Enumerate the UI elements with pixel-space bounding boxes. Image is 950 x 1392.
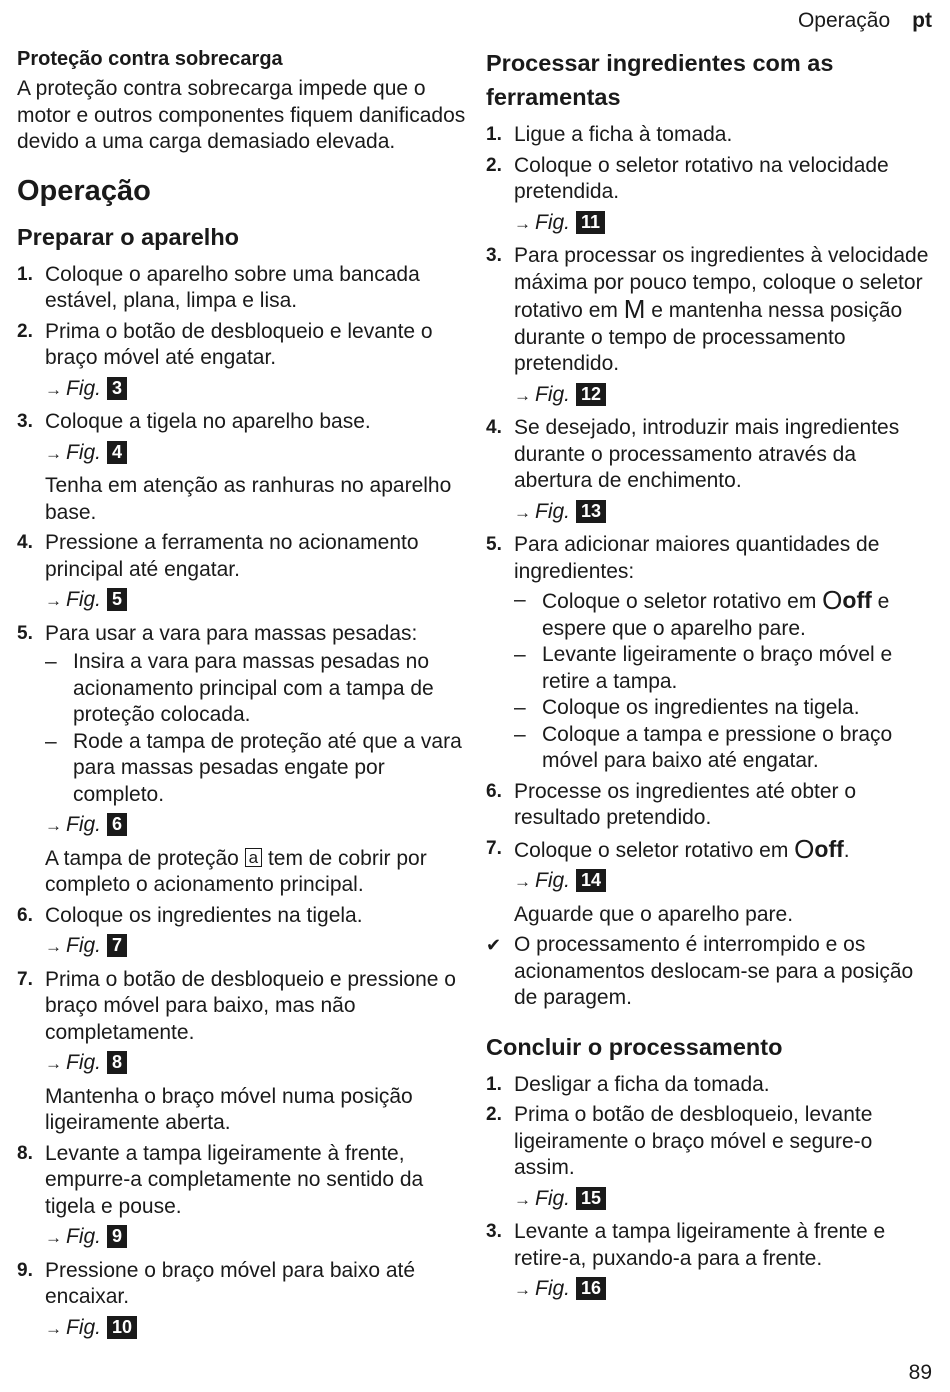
conclude-step-3 <box>486 1219 936 1304</box>
figure-number-badge: 16 <box>576 1277 606 1300</box>
step-result: ✔ O processamento é interrompido e os acionamentos deslocam-se para a posição de paragem. <box>486 933 914 1009</box>
step-text: Prima o botão de desbloqueio, levante ligeiramente o braço móvel e segure-o assim. <box>514 1103 873 1179</box>
prepare-step-6 <box>17 903 467 961</box>
step-number: 3. <box>486 1221 502 1242</box>
figure-reference: → Fig. 10 <box>45 1315 467 1343</box>
step-number: 4. <box>17 532 33 553</box>
arrow-right-icon: → <box>514 872 531 891</box>
sub-steps-list <box>45 649 467 808</box>
sub-step: – Coloque o seletor rotativo em Ooff e espere que o aparelho pare. <box>514 585 890 640</box>
overload-protection-text: A proteção contra sobrecarga impede que o motor e outros componentes fiquem danificados devido a uma carga demasiado elevada. <box>17 77 466 153</box>
step-text: Pressione o braço móvel para baixo até encaixar. <box>45 1258 416 1308</box>
step-text: Levante a tampa ligeiramente à frente, empurre-a completamente no sentido da tigela e pouse. <box>45 1141 424 1218</box>
step-number: 6. <box>17 904 33 926</box>
conclude-step-2 <box>486 1102 936 1213</box>
sub-step: – Levante ligeiramente o braço móvel e retire a tampa. <box>514 643 893 693</box>
header-section-title: Operação <box>797 9 891 32</box>
arrow-right-icon: → <box>514 1189 531 1209</box>
step-text: Desligar a ficha da tomada. <box>514 1072 770 1096</box>
process-step-6 <box>486 779 936 832</box>
sub-steps-list <box>514 587 936 775</box>
figure-number-badge: 10 <box>107 1316 137 1339</box>
process-step-4 <box>486 415 936 526</box>
part-label-badge: a <box>245 848 262 867</box>
overload-protection-heading: Proteção contra sobrecarga <box>17 48 283 70</box>
arrow-right-icon: → <box>45 1054 62 1073</box>
off-symbol: O <box>794 833 815 864</box>
prepare-steps-list <box>17 262 467 1343</box>
arrow-right-icon: → <box>514 1280 531 1299</box>
prepare-step-9 <box>17 1258 467 1343</box>
figure-reference: → Fig. 11 <box>514 210 936 238</box>
step-text: Pressione a ferramenta no acionamento principal até engatar. <box>45 531 419 581</box>
step-number: 4. <box>486 417 502 438</box>
process-step-3: 3. Para processar os ingredientes à velocidade máxima por pouco tempo, coloque o seletor rotativo em M e mantenha nessa posição durante o tempo de processamento pretendido. → Fig. 12 <box>486 243 936 409</box>
arrow-right-icon: → <box>45 937 62 956</box>
figure-reference: → Fig. 12 <box>514 382 936 410</box>
left-column <box>17 46 467 1348</box>
sub-step: – Coloque os ingredientes na tigela. <box>514 696 860 719</box>
process-step-5 <box>486 532 936 775</box>
process-step-7: 7. Coloque o seletor rotativo em Ooff. → Fig. 14 Aguarde que o aparelho pare. <box>486 836 936 929</box>
step-text: Para adicionar maiores quantidades de ingredientes: <box>514 533 880 583</box>
step-text: Coloque o seletor rotativo na velocidade pretendida. <box>514 153 889 203</box>
page-number: 89 <box>908 1361 932 1384</box>
step-note: Aguarde que o aparelho pare. <box>514 902 794 926</box>
step-number: 2. <box>486 1104 502 1125</box>
step-note: Tenha em atenção as ranhuras no aparelho base. <box>45 474 452 524</box>
prepare-step-4 <box>17 530 467 615</box>
step-number: 6. <box>486 780 502 802</box>
figure-reference: → Fig. 7 <box>45 933 467 961</box>
right-column <box>486 46 936 1310</box>
figure-number-badge: 9 <box>107 1225 127 1248</box>
figure-number-badge: 4 <box>107 441 127 464</box>
arrow-right-icon: → <box>45 379 62 399</box>
figure-number-badge: 11 <box>576 211 605 234</box>
step-text: Processe os ingredientes até obter o resultado pretendido. <box>514 779 857 829</box>
figure-number-badge: 7 <box>107 934 127 957</box>
figure-reference: → Fig. 6 <box>45 812 467 840</box>
step-number: 7. <box>486 837 502 859</box>
step-text: Coloque a tigela no aparelho base. <box>45 410 371 433</box>
step-note: A tampa de proteção a tem de cobrir por completo o acionamento principal. <box>45 846 427 896</box>
header-language-code: pt <box>912 9 932 32</box>
conclude-processing-heading: Concluir o processamento <box>486 1033 783 1060</box>
prepare-step-1 <box>17 262 467 315</box>
arrow-right-icon: → <box>45 1228 62 1247</box>
step-text: Coloque os ingredientes na tigela. <box>45 903 363 927</box>
step-text: Prima o botão de desbloqueio e pressione o braço móvel para baixo, mas não completamente. <box>45 967 456 1044</box>
figure-number-badge: 15 <box>576 1187 606 1210</box>
step-number: 7. <box>17 968 33 990</box>
off-label: off <box>814 835 844 862</box>
arrow-right-icon: → <box>514 385 531 405</box>
process-steps-list <box>486 122 936 928</box>
figure-number-badge: 6 <box>107 813 127 836</box>
step-number: 1. <box>17 263 33 285</box>
step-number: 5. <box>486 534 502 555</box>
arrow-right-icon: → <box>45 443 62 463</box>
arrow-right-icon: → <box>514 213 531 233</box>
figure-number-badge: 14 <box>576 869 606 892</box>
step-text: Para usar a vara para massas pesadas: <box>45 621 418 645</box>
step-text: Se desejado, introduzir mais ingredientes durante o processamento através da abertura de enchimento. <box>514 416 900 492</box>
sub-step: – Insira a vara para massas pesadas no acionamento principal com a tampa de proteção colocada. <box>45 650 434 726</box>
arrow-right-icon: → <box>45 816 62 835</box>
prepare-step-7 <box>17 967 467 1137</box>
prepare-step-2 <box>17 319 467 404</box>
step-number: 5. <box>17 622 33 644</box>
figure-reference: → Fig. 8 <box>45 1050 467 1078</box>
process-ingredients-heading: Processar ingredientes com as ferramentas <box>486 50 834 110</box>
step-number: 8. <box>17 1142 33 1164</box>
step-text: Ligue a ficha à tomada. <box>514 123 733 146</box>
arrow-right-icon: → <box>45 591 62 610</box>
step-text: Coloque o aparelho sobre uma bancada estável, plana, limpa e lisa. <box>45 262 420 312</box>
figure-reference: → Fig. 3 <box>45 376 467 404</box>
figure-reference: → Fig. 9 <box>45 1224 467 1252</box>
conclude-step-1 <box>486 1072 936 1099</box>
figure-number-badge: 5 <box>107 588 127 611</box>
figure-number-badge: 13 <box>576 500 606 523</box>
step-number: 2. <box>486 154 502 176</box>
process-step-1 <box>486 122 936 149</box>
checkmark-icon: ✔ <box>486 935 502 955</box>
page-header <box>798 8 932 35</box>
figure-reference: → Fig. 14 <box>514 868 936 896</box>
prepare-step-3 <box>17 409 467 526</box>
prepare-step-8 <box>17 1141 467 1252</box>
figure-number-badge: 3 <box>107 377 127 400</box>
arrow-right-icon: → <box>45 1318 62 1338</box>
step-number: 1. <box>486 124 502 145</box>
figure-reference: → Fig. 13 <box>514 499 936 527</box>
conclude-steps-list <box>486 1072 936 1304</box>
step-text: Levante a tampa ligeiramente à frente e retire-a, puxando-a para a frente. <box>514 1220 886 1270</box>
arrow-right-icon: → <box>514 502 531 522</box>
step-number: 3. <box>486 245 502 266</box>
off-label: off <box>842 587 872 613</box>
step-number: 1. <box>486 1073 502 1095</box>
figure-reference: → Fig. 4 <box>45 440 467 468</box>
process-step-2 <box>486 153 936 238</box>
figure-number-badge: 8 <box>107 1051 127 1074</box>
operation-heading: Operação <box>17 174 151 207</box>
prepare-device-heading: Preparar o aparelho <box>17 223 240 250</box>
step-text: Prima o botão de desbloqueio e levante o braço móvel até engatar. <box>45 319 433 369</box>
sub-step: – Coloque a tampa e pressione o braço móvel para baixo até engatar. <box>514 722 893 772</box>
step-number: 9. <box>17 1259 33 1281</box>
figure-reference: → Fig. 15 <box>514 1186 936 1214</box>
max-speed-symbol: M <box>623 294 646 324</box>
figure-number-badge: 12 <box>576 383 606 406</box>
figure-reference: → Fig. 5 <box>45 587 467 615</box>
off-symbol: O <box>822 585 843 615</box>
step-number: 3. <box>17 411 33 432</box>
step-number: 2. <box>17 320 33 342</box>
sub-step: – Rode a tampa de proteção até que a vara para massas pesadas engate por completo. <box>45 729 462 806</box>
figure-reference: → Fig. 16 <box>514 1276 936 1304</box>
prepare-step-5 <box>17 621 467 899</box>
step-note: Mantenha o braço móvel numa posição ligeiramente aberta. <box>45 1084 413 1134</box>
